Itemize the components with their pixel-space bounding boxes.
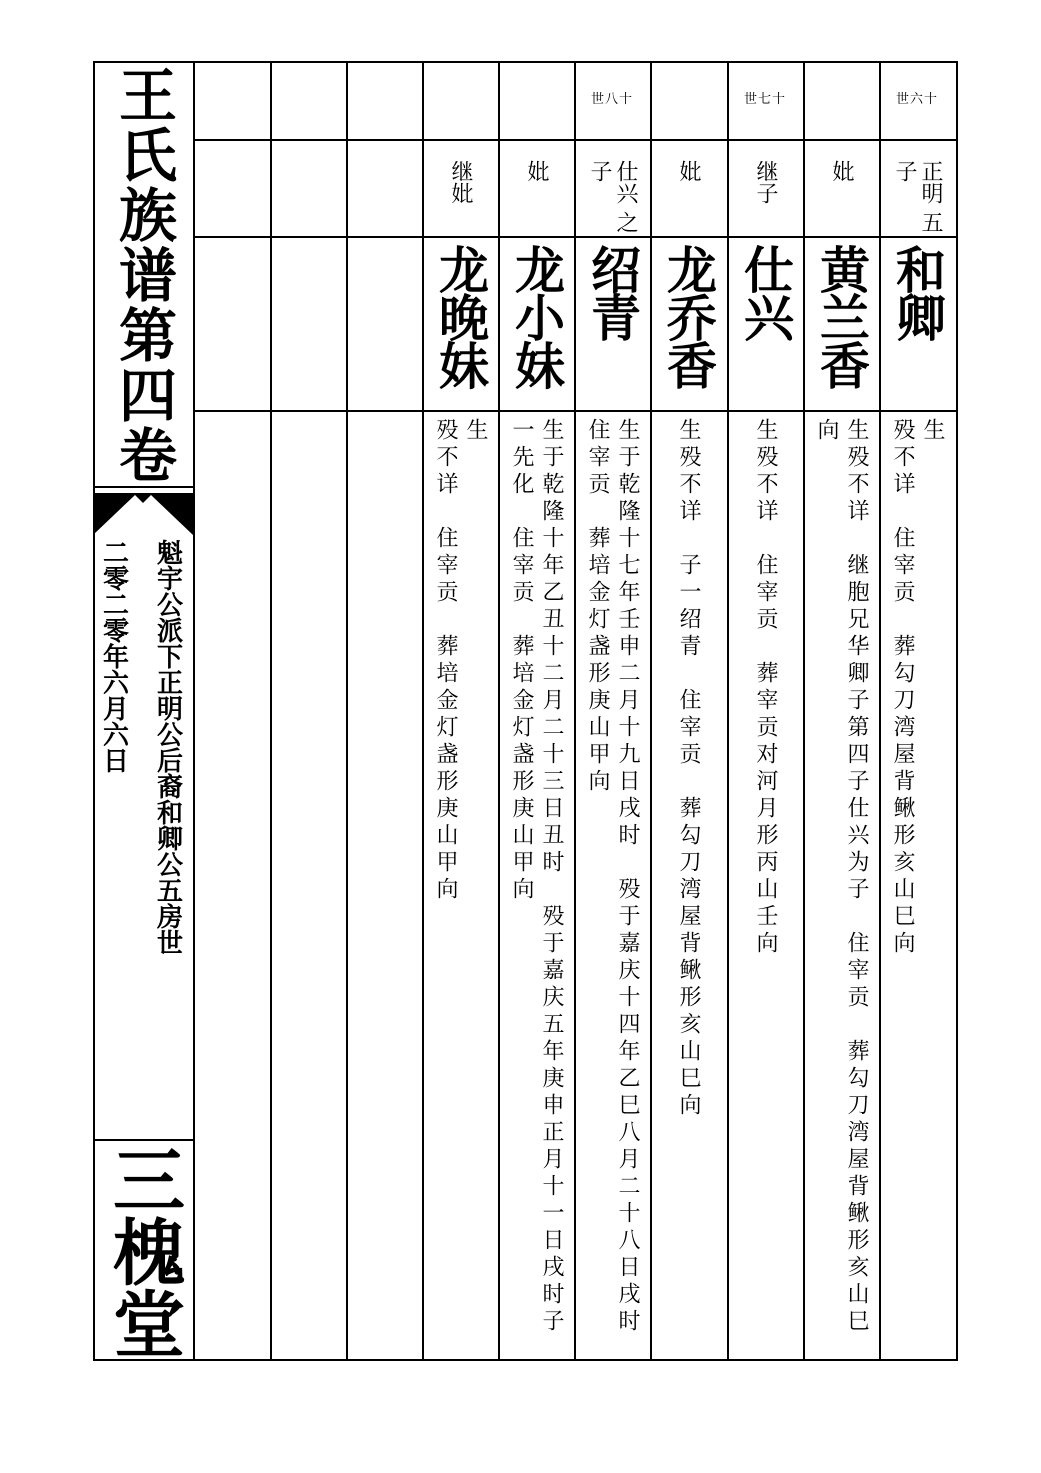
person-name-box bbox=[423, 244, 497, 404]
relation-box bbox=[499, 160, 573, 234]
person-name-box bbox=[347, 244, 421, 404]
hall-name-box bbox=[93, 1143, 193, 1359]
grid-rule-relation bbox=[195, 236, 958, 238]
relation-box bbox=[728, 160, 802, 234]
person-name-box bbox=[575, 244, 649, 404]
generation-label: 世六十 bbox=[895, 92, 938, 107]
grid-rule-name bbox=[195, 410, 958, 412]
bio-box bbox=[880, 418, 954, 1348]
book-title-box bbox=[93, 61, 193, 486]
bio-box bbox=[499, 418, 573, 1348]
relation-label: 妣 bbox=[524, 160, 549, 182]
generation-label: 世八十 bbox=[590, 92, 633, 107]
relation-box bbox=[575, 160, 649, 234]
person-name-box bbox=[196, 244, 270, 404]
title-divider bbox=[93, 486, 193, 488]
relation-box bbox=[804, 160, 878, 234]
branch-line: 魁宇公派下正明公后裔和卿公五房世 bbox=[152, 539, 183, 955]
person-name-box bbox=[728, 244, 802, 404]
person-name: 龙乔香 bbox=[659, 244, 718, 388]
relation-label: 继子 bbox=[753, 160, 778, 204]
person-name: 绍青 bbox=[583, 244, 642, 340]
hall-divider bbox=[93, 1139, 193, 1141]
bio-box bbox=[804, 418, 878, 1348]
bio-box bbox=[728, 418, 802, 1348]
bio-text: 生殁不详 继胞兄华卿子第四子仕兴为子 住宰贡 葬勾刀湾屋背鳅形亥山巳向 bbox=[814, 418, 869, 1336]
relation-label: 妣 bbox=[676, 160, 701, 182]
relation-box bbox=[651, 160, 725, 234]
date-box bbox=[97, 539, 131, 919]
person-name-box bbox=[880, 244, 954, 404]
book-title: 王氏族谱第四卷 bbox=[109, 65, 177, 485]
bio-text: 生 殁不详 住宰贡 葬勾刀湾屋背鳅形亥山巳向 bbox=[890, 418, 945, 958]
relation-box bbox=[423, 160, 497, 234]
person-name: 黄兰香 bbox=[812, 244, 871, 388]
generation-label: 世七十 bbox=[743, 92, 786, 107]
bio-text: 生殁不详 住宰贡 葬宰贡对河月形丙山壬向 bbox=[753, 418, 778, 958]
title-panel bbox=[93, 61, 195, 1361]
branch-line-box bbox=[151, 539, 185, 1059]
person-name: 仕兴 bbox=[736, 244, 795, 340]
person-name: 和卿 bbox=[888, 244, 947, 340]
relation-label: 继妣 bbox=[448, 160, 473, 204]
person-name: 龙晚妹 bbox=[431, 244, 490, 388]
bio-box bbox=[423, 418, 497, 1348]
bio-box bbox=[651, 418, 725, 1348]
fishtail-mark-icon bbox=[93, 495, 193, 541]
person-name: 龙小妹 bbox=[507, 244, 566, 388]
bio-text: 生于乾隆十年乙丑十二月二十三日丑时 殁于嘉庆五年庚申正月十一日戌时子一先化 住宰贡 葬培金灯盏形庚山甲向 bbox=[509, 418, 564, 1336]
compile-date: 二零二零年六月六日 bbox=[98, 539, 129, 773]
grid-rule-generation bbox=[195, 139, 958, 141]
bio-text: 生于乾隆十七年壬申二月十九日戌时 殁于嘉庆十四年乙巳八月二十八日戌时 住宰贡 葬培金灯盏形庚山甲向 bbox=[585, 418, 640, 1363]
bio-box bbox=[575, 418, 649, 1363]
hall-name: 三槐堂 bbox=[101, 1143, 186, 1359]
person-name-box bbox=[804, 244, 878, 404]
person-name-box bbox=[499, 244, 573, 404]
relation-label: 仕兴 之子 bbox=[587, 160, 638, 233]
bio-text: 生 殁不详 住宰贡 葬培金灯盏形庚山甲向 bbox=[433, 418, 488, 904]
person-name-box bbox=[651, 244, 725, 404]
relation-label: 正明 五子 bbox=[892, 160, 943, 233]
person-name-box bbox=[271, 244, 345, 404]
relation-box bbox=[880, 160, 954, 234]
relation-label: 妣 bbox=[829, 160, 854, 182]
bio-text: 生殁不详 子一绍青 住宰贡 葬勾刀湾屋背鳅形亥山巳向 bbox=[676, 418, 701, 1120]
